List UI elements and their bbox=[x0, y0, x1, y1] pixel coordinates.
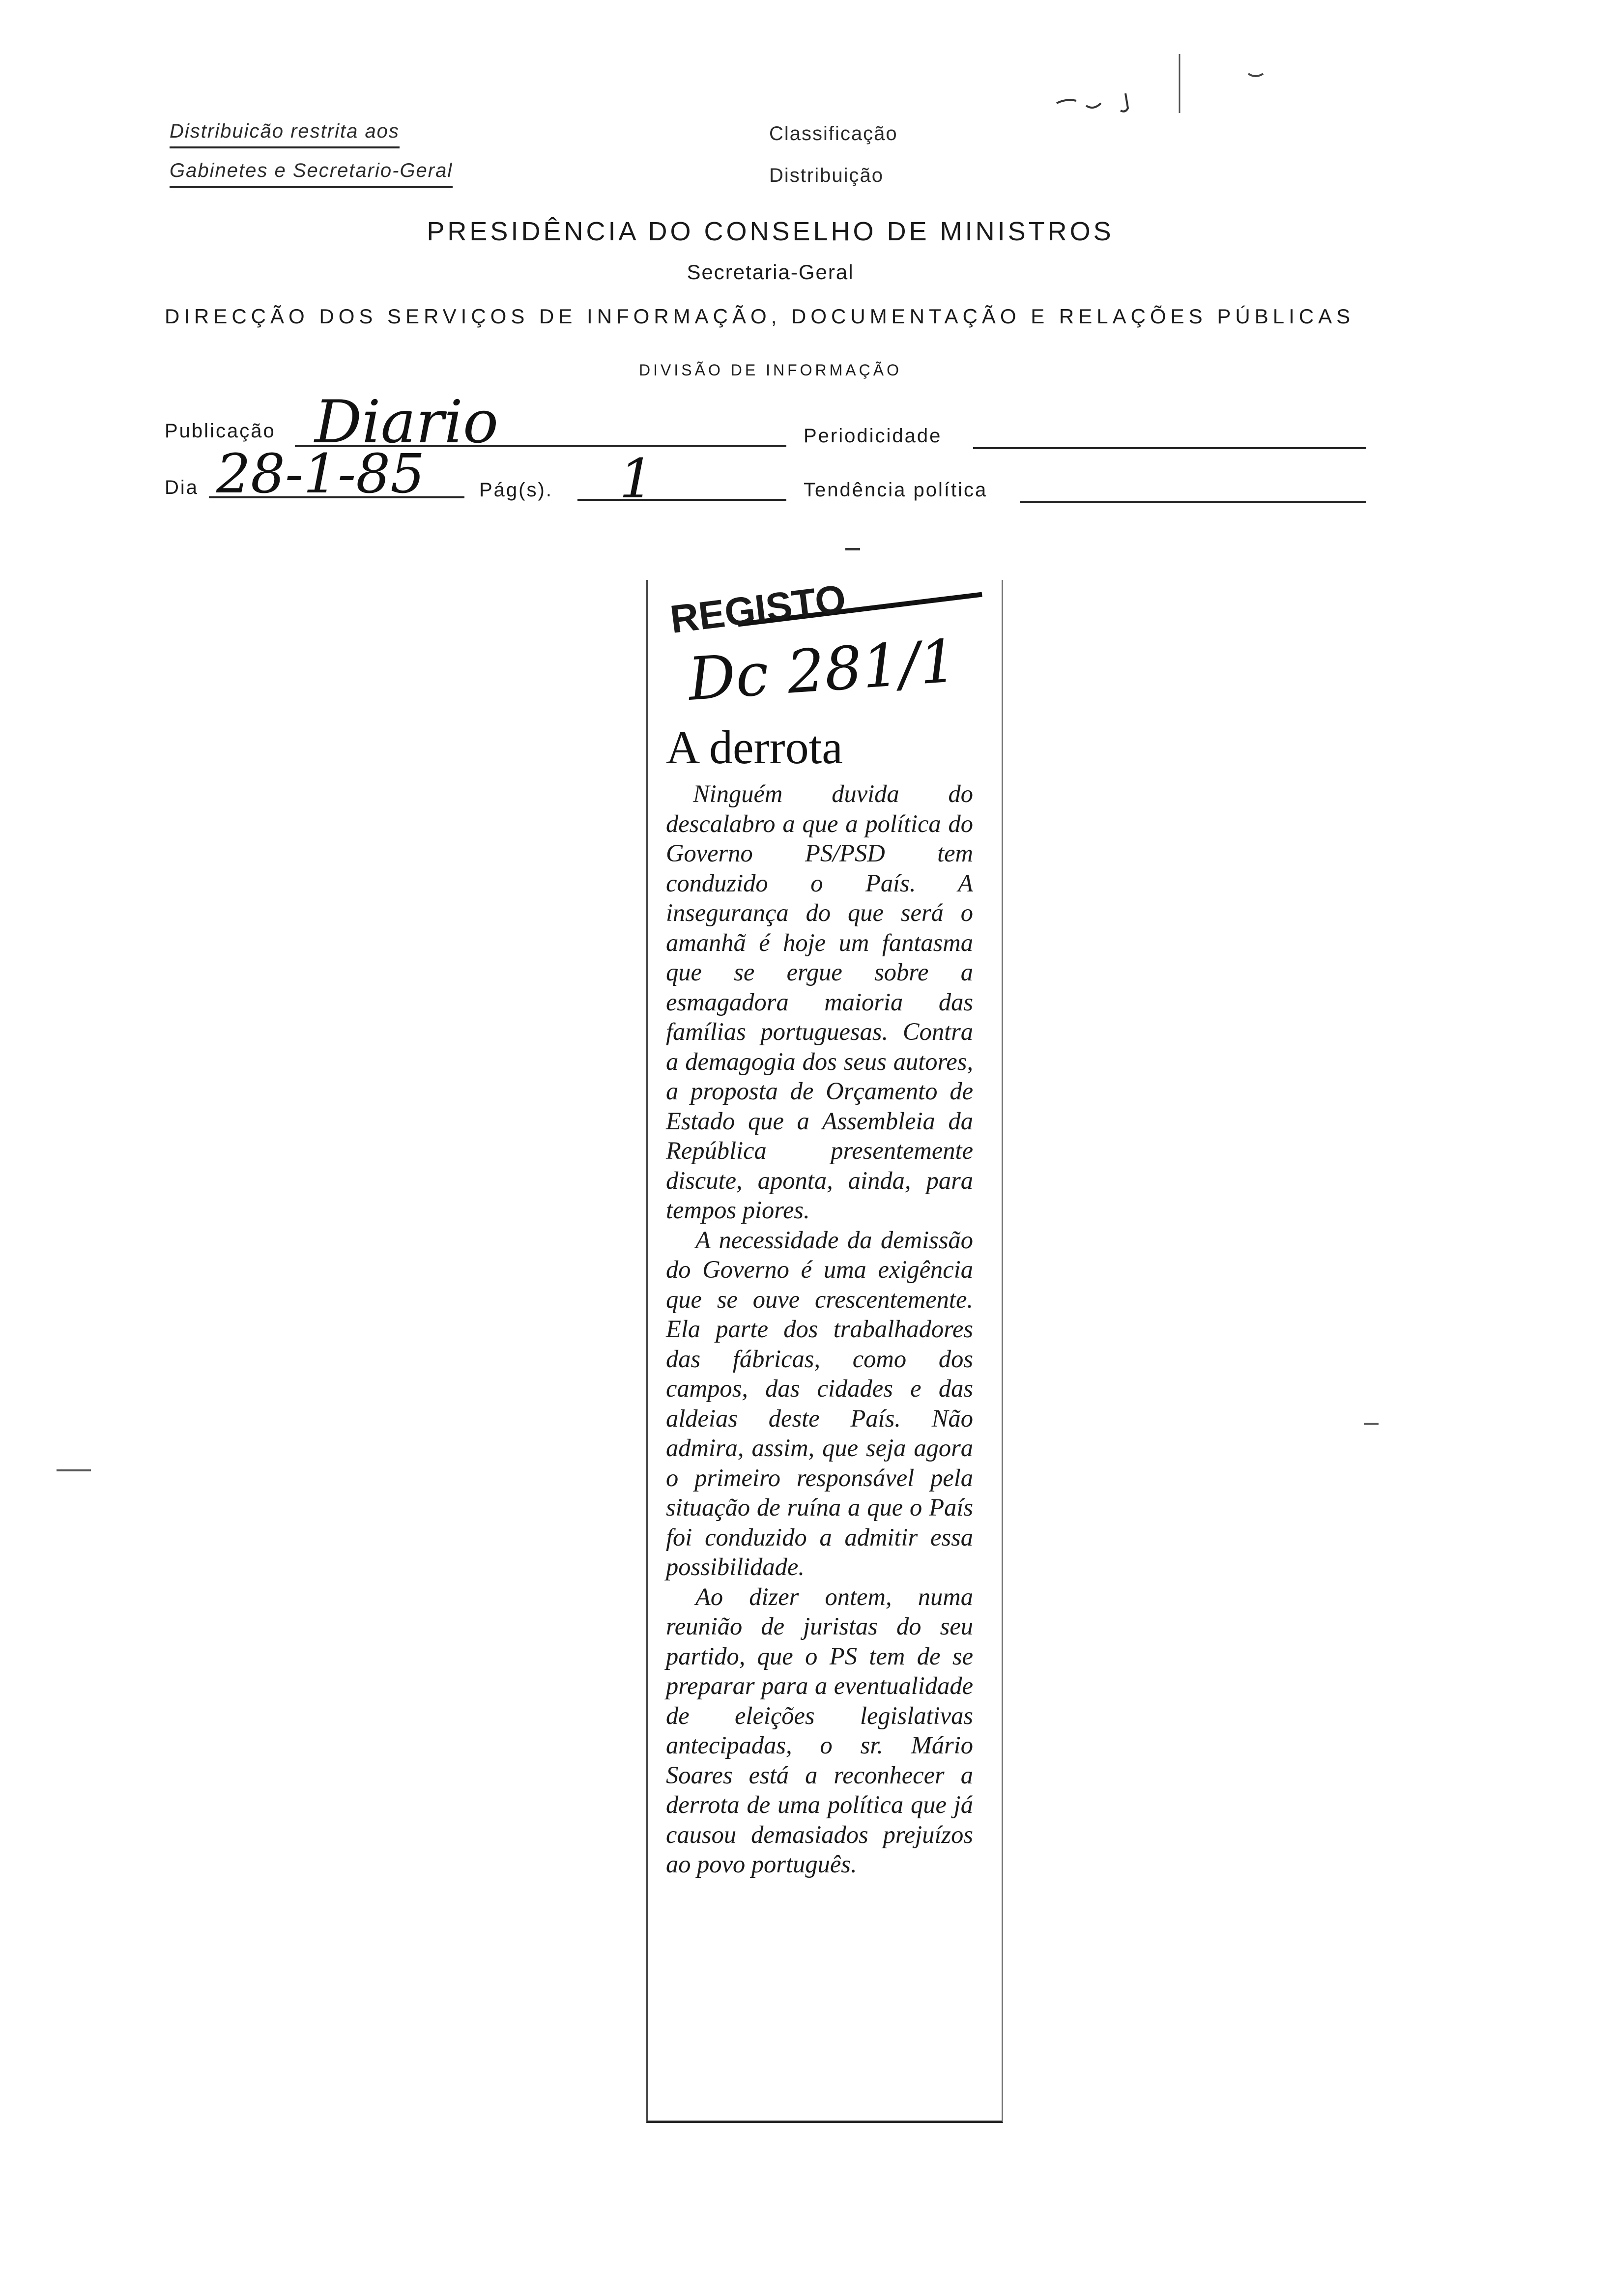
distribution-label: Distribuição bbox=[769, 165, 884, 186]
distribution-restricted-line1: Distribuicão restrita aos bbox=[170, 120, 400, 148]
article-paragraph: Ninguém duvida do descalabro a que a política do Governo PS/PSD tem conduzido o País. A insegurança do que será o amanhã é hoje um fantasma que se ergue sobre a esmagadora maioria das famílias portuguesas. Contra a demagogia dos seus autores, a proposta de Orçamento de Estado que a Assembleia da República presentemente discute, aponta, ainda, para tempos piores. bbox=[666, 780, 973, 1224]
periodicity-label: Periodicidade bbox=[804, 425, 942, 447]
distribution-restricted-line2: Gabinetes e Secretario-Geral bbox=[170, 160, 453, 188]
tendency-label: Tendência política bbox=[804, 479, 988, 501]
publication-label: Publicação bbox=[165, 420, 276, 442]
pages-label: Pág(s). bbox=[479, 479, 553, 501]
stamp-word: REGISTO bbox=[667, 576, 848, 642]
registo-stamp bbox=[667, 576, 983, 730]
directorate-line: DIRECÇÃO DOS SERVIÇOS DE INFORMAÇÃO, DOCUMENTAÇÃO E RELAÇÕES PÚBLICAS bbox=[165, 305, 1355, 328]
stamp-handwritten-number: Dc 281/1 bbox=[686, 627, 959, 714]
pages-line bbox=[577, 499, 786, 501]
division-line: DIVISÃO DE INFORMAÇÃO bbox=[639, 361, 902, 379]
article-paragraph: Ao dizer ontem, numa reunião de juristas do seu partido, que o PS tem de se preparar para a eventualidade de eleições legislativas antecipadas, o sr. Mário Soares está a reconhecer a derrota de uma política que já causou demasiados prejuízos ao povo português. bbox=[666, 1582, 973, 1878]
article-headline: A derrota bbox=[666, 721, 843, 774]
article-paragraph: A necessidade da demissão do Governo é uma exigência que se ouve crescentemente. Ela parte dos trabalhadores das fábricas, como dos campos, das cidades e das aldeias deste País. Não admira, assim, que seja agora o primeiro responsável pela situação de ruína a que o País foi conduzido a admitir essa possibilidade. bbox=[666, 1226, 973, 1580]
secretariat-subtitle: Secretaria-Geral bbox=[687, 260, 854, 284]
day-label: Dia bbox=[165, 477, 199, 498]
scan-mark bbox=[1364, 1423, 1379, 1425]
pages-handwritten: 1 bbox=[619, 447, 654, 510]
scan-mark bbox=[57, 1469, 91, 1471]
tendency-line bbox=[1020, 501, 1366, 503]
scribble-marks bbox=[1042, 44, 1297, 138]
presidency-title: PRESIDÊNCIA DO CONSELHO DE MINISTROS bbox=[427, 217, 1114, 246]
classification-label: Classificação bbox=[769, 123, 898, 144]
periodicity-line bbox=[973, 447, 1366, 449]
scan-mark bbox=[845, 548, 860, 550]
publication-handwritten: Diario bbox=[315, 388, 499, 457]
article-body bbox=[666, 779, 973, 1879]
day-handwritten: 28-1-85 bbox=[216, 442, 425, 505]
